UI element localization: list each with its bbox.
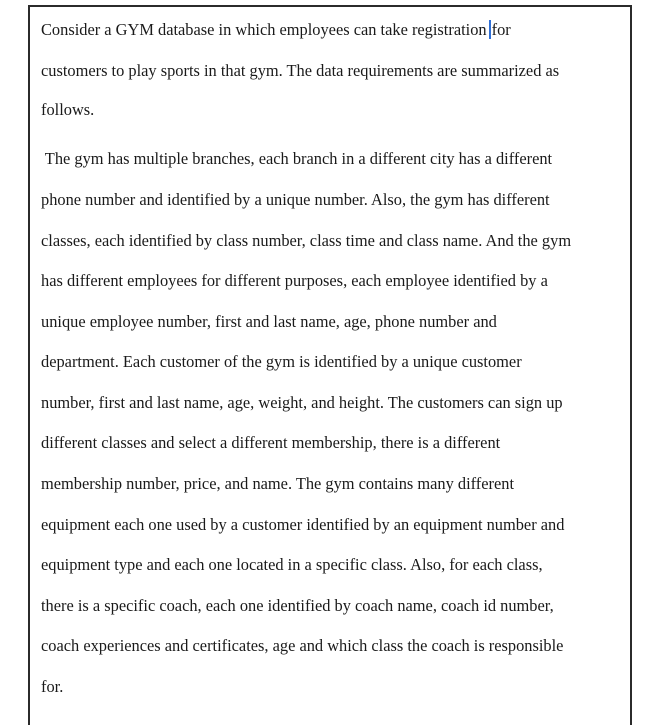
text-line-13: equipment each one used by a customer identified by an equipment number and <box>41 515 565 534</box>
text-line-11: different classes and select a different membership, there is a different <box>41 433 501 452</box>
text-cursor <box>489 20 491 39</box>
text-line-14: equipment type and each one located in a specific class. Also, for each class, <box>41 555 543 574</box>
text-after-cursor: for <box>491 20 511 39</box>
text-line-16: coach experiences and certificates, age and which class the coach is responsible <box>41 636 564 655</box>
text-line-1 <box>41 20 511 40</box>
text-line-3: follows. <box>41 100 95 119</box>
text-line-5: phone number and identified by a unique number. Also, the gym has different <box>41 190 550 209</box>
text-line-15: there is a specific coach, each one identified by coach name, coach id number, <box>41 596 554 615</box>
text-before-cursor: Consider a GYM database in which employees can take registration <box>41 20 487 39</box>
text-line-10: number, first and last name, age, weight, and height. The customers can sign up <box>41 393 563 412</box>
text-line-6: classes, each identified by class number, class time and class name. And the gym <box>41 231 572 250</box>
text-line-12: membership number, price, and name. The gym contains many different <box>41 474 515 493</box>
text-line-9: department. Each customer of the gym is identified by a unique customer <box>41 352 522 371</box>
text-line-17: for. <box>41 677 64 696</box>
text-line-7: has different employees for different purposes, each employee identified by a <box>41 271 548 290</box>
text-line-4: The gym has multiple branches, each branch in a different city has a different <box>41 149 553 168</box>
text-line-2: customers to play sports in that gym. The data requirements are summarized as <box>41 61 560 80</box>
text-line-8: unique employee number, first and last name, age, phone number and <box>41 312 497 331</box>
